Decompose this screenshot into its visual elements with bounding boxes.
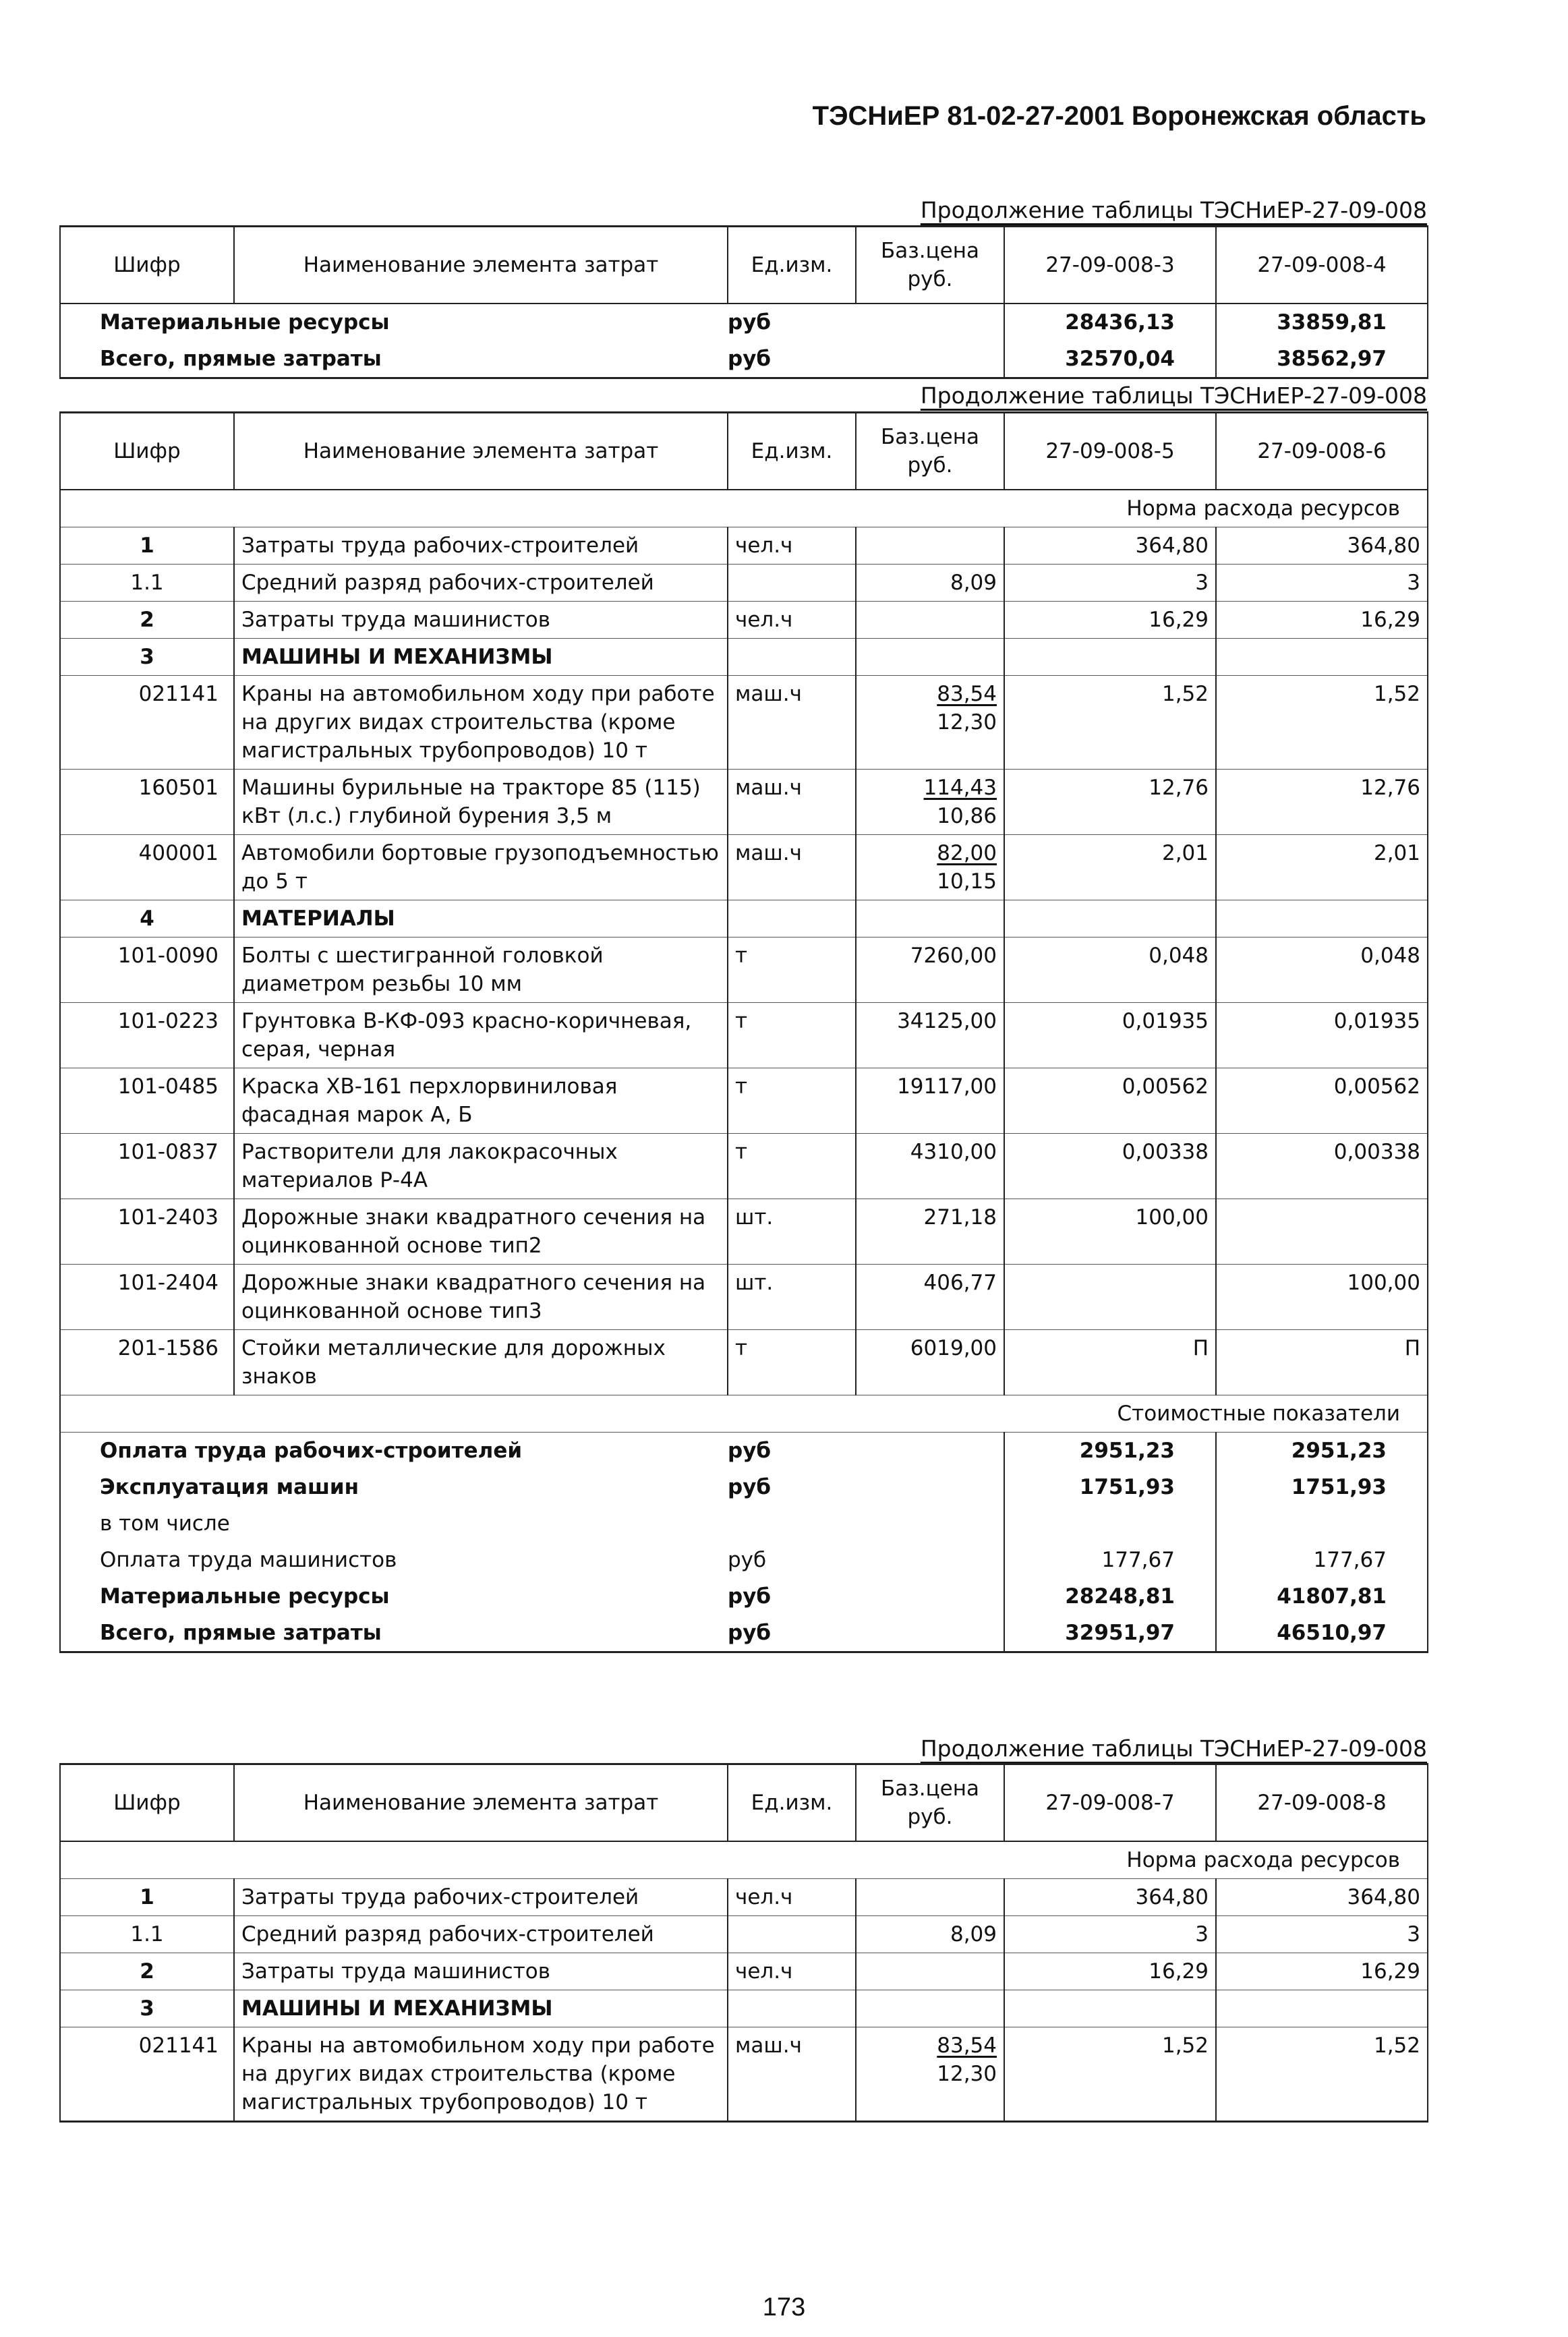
row-value-a: 3 <box>1004 565 1216 602</box>
row-code: 3 <box>60 1990 234 2027</box>
page-header: ТЭСНиЕР 81-02-27-2001 Воронежская область <box>812 101 1426 131</box>
row-name: Краны на автомобильном ходу при работе на других видах строительства (кроме магистральных трубопроводов) 10 т <box>234 676 728 770</box>
row-name: Стойки металлические для дорожных знаков <box>234 1330 728 1395</box>
price-machinist: 12,30 <box>937 2062 997 2086</box>
summary-row <box>60 1615 1428 1652</box>
row-value-a: 12,76 <box>1004 770 1216 835</box>
summary-value-b: 46510,97 <box>1216 1615 1428 1652</box>
row-code: 3 <box>60 639 234 676</box>
row-code: 2 <box>60 1953 234 1990</box>
row-value-b: 0,01935 <box>1216 1003 1428 1068</box>
row-code: 400001 <box>60 835 234 900</box>
table-row <box>60 1953 1428 1990</box>
row-value-b: 0,048 <box>1216 937 1428 1003</box>
table-row <box>60 602 1428 639</box>
row-unit: маш.ч <box>728 2027 856 2122</box>
row-value-a <box>1004 1265 1216 1330</box>
row-value-b: 16,29 <box>1216 602 1428 639</box>
table-row <box>60 639 1428 676</box>
col-name-header: Наименование элемента затрат <box>234 227 728 304</box>
col-code-header: Шифр <box>60 413 234 490</box>
row-price <box>856 527 1004 565</box>
row-value-b <box>1216 639 1428 676</box>
row-code: 101-0837 <box>60 1134 234 1199</box>
table-row <box>60 1330 1428 1395</box>
summary-value-a: 2951,23 <box>1004 1433 1216 1470</box>
row-price: 4310,00 <box>856 1134 1004 1199</box>
row-price: 8,09 <box>856 1916 1004 1953</box>
row-code: 201-1586 <box>60 1330 234 1395</box>
row-name: Затраты труда рабочих-строителей <box>234 527 728 565</box>
row-value-a: 2,01 <box>1004 835 1216 900</box>
summary-row <box>60 1542 1428 1578</box>
row-value-a: 364,80 <box>1004 527 1216 565</box>
summary-value-b <box>1216 1505 1428 1542</box>
table-row <box>60 676 1428 770</box>
price-machinist: 10,15 <box>937 869 997 894</box>
summary-unit <box>728 1505 856 1542</box>
row-value-a: 16,29 <box>1004 602 1216 639</box>
table-row: Материальные ресурсы руб 28436,13 33859,81 <box>60 304 1428 341</box>
row-unit: т <box>728 937 856 1003</box>
row-price <box>856 835 1004 900</box>
row-price: 6019,00 <box>856 1330 1004 1395</box>
row-name: Средний разряд рабочих-строителей <box>234 1916 728 1953</box>
row-unit: т <box>728 1003 856 1068</box>
row-name: Автомобили бортовые грузоподъемностью до 5 т <box>234 835 728 900</box>
row-unit: маш.ч <box>728 770 856 835</box>
row-value-b: 1,52 <box>1216 2027 1428 2122</box>
row-unit <box>728 565 856 602</box>
col-a-header: 27-09-008-7 <box>1004 1764 1216 1842</box>
summary-name: в том числе <box>60 1505 728 1542</box>
row-value-a: 0,01935 <box>1004 1003 1216 1068</box>
row-value-a: 3 <box>1004 1916 1216 1953</box>
table3-caption: Продолжение таблицы ТЭСНиЕР-27-09-008 <box>920 1735 1427 1762</box>
col-unit-header: Ед.изм. <box>728 413 856 490</box>
row-value-a <box>1004 639 1216 676</box>
col-price-header: Баз.цена руб. <box>856 1764 1004 1842</box>
row-code: 101-0223 <box>60 1003 234 1068</box>
row-price <box>856 676 1004 770</box>
row-price <box>856 1990 1004 2027</box>
row-code: 101-2403 <box>60 1199 234 1265</box>
col-b-header: 27-09-008-6 <box>1216 413 1428 490</box>
row-value-b: 16,29 <box>1216 1953 1428 1990</box>
row-value-b: П <box>1216 1330 1428 1395</box>
summary-row <box>60 1578 1428 1615</box>
price-value: 114,43 <box>923 776 997 800</box>
row-name: Дорожные знаки квадратного сечения на оцинкованной основе тип3 <box>234 1265 728 1330</box>
summary-value-a: 1751,93 <box>1004 1469 1216 1505</box>
summary-value-a: 177,67 <box>1004 1542 1216 1578</box>
summary-unit: руб <box>728 1475 772 1499</box>
row-unit: чел.ч <box>728 1953 856 1990</box>
summary-unit: руб <box>728 1433 856 1470</box>
row-unit: чел.ч <box>728 1879 856 1916</box>
col-b-header: 27-09-008-4 <box>1216 227 1428 304</box>
row-value-a <box>1004 1990 1216 2027</box>
summary-name: Всего, прямые затраты <box>60 1615 728 1652</box>
table-row <box>60 1068 1428 1134</box>
row-price <box>856 1953 1004 1990</box>
row-unit: т <box>728 1330 856 1395</box>
row-unit <box>728 1990 856 2027</box>
row-name: Затраты труда рабочих-строителей <box>234 1879 728 1916</box>
row-price: 34125,00 <box>856 1003 1004 1068</box>
summary-unit: руб <box>728 1621 772 1645</box>
table-row <box>60 527 1428 565</box>
row-code: 101-0485 <box>60 1068 234 1134</box>
price-value: 82,00 <box>937 841 997 865</box>
row-value-b <box>1216 1990 1428 2027</box>
row-value-a: 16,29 <box>1004 1953 1216 1990</box>
row-price <box>856 602 1004 639</box>
row-value-a: 0,00562 <box>1004 1068 1216 1134</box>
section-title-cost: Стоимостные показатели <box>60 1395 1428 1433</box>
row-unit: т <box>728 1068 856 1134</box>
row-code: 1.1 <box>60 565 234 602</box>
row-value-a: 0,048 <box>1004 937 1216 1003</box>
row-value-b <box>1216 900 1428 937</box>
table-row <box>60 1916 1428 1953</box>
row-value-a <box>1004 900 1216 937</box>
row-name: Краска ХВ-161 перхлорвиниловая фасадная марок А, Б <box>234 1068 728 1134</box>
summary-name: Оплата труда рабочих-строителей <box>60 1433 728 1470</box>
col-code-header: Шифр <box>60 227 234 304</box>
row-unit: шт. <box>728 1265 856 1330</box>
table1-caption: Продолжение таблицы ТЭСНиЕР-27-09-008 <box>920 197 1427 223</box>
table3 <box>59 1763 1428 2123</box>
table1 <box>59 225 1428 379</box>
table-row <box>60 835 1428 900</box>
summary-name: Оплата труда машинистов <box>60 1542 728 1578</box>
section-title-norms: Норма расхода ресурсов <box>60 1841 1428 1879</box>
row-price: 7260,00 <box>856 937 1004 1003</box>
table-row <box>60 900 1428 937</box>
row-code: 101-2404 <box>60 1265 234 1330</box>
section-row <box>60 1395 1428 1433</box>
price-machinist: 12,30 <box>937 710 997 734</box>
row-value-b: 364,80 <box>1216 1879 1428 1916</box>
row-value-a: П <box>1004 1330 1216 1395</box>
price-machinist: 10,86 <box>937 804 997 828</box>
section-row <box>60 490 1428 527</box>
summary-name: Материальные ресурсы <box>60 1578 728 1615</box>
table-row: Всего, прямые затраты руб 32570,04 38562,97 <box>60 341 1428 378</box>
table-row <box>60 770 1428 835</box>
row-value-b <box>1216 1199 1428 1265</box>
page-number: 173 <box>762 2293 806 2321</box>
row-unit: шт. <box>728 1199 856 1265</box>
summary-name: Эксплуатация машин <box>60 1469 728 1505</box>
row-name: Дорожные знаки квадратного сечения на оцинкованной основе тип2 <box>234 1199 728 1265</box>
row-value-b: 3 <box>1216 1916 1428 1953</box>
row-price: 19117,00 <box>856 1068 1004 1134</box>
table-row <box>60 1134 1428 1199</box>
row-unit: маш.ч <box>728 835 856 900</box>
row-name: МАТЕРИАЛЫ <box>234 900 728 937</box>
row-price <box>856 1879 1004 1916</box>
row-unit: чел.ч <box>728 527 856 565</box>
row-code: 021141 <box>60 676 234 770</box>
summary-value-a: 32951,97 <box>1004 1615 1216 1652</box>
table-row <box>60 2027 1428 2122</box>
row-value-b: 100,00 <box>1216 1265 1428 1330</box>
row-value-b: 12,76 <box>1216 770 1428 835</box>
row-value-a: 1,52 <box>1004 2027 1216 2122</box>
col-price-header: Баз.цена руб. <box>856 227 1004 304</box>
row-value-a: 100,00 <box>1004 1199 1216 1265</box>
summary-unit: руб <box>728 1548 767 1572</box>
row-price: 8,09 <box>856 565 1004 602</box>
table-row <box>60 565 1428 602</box>
col-code-header: Шифр <box>60 1764 234 1842</box>
row-unit: чел.ч <box>728 602 856 639</box>
section-title-norms: Норма расхода ресурсов <box>60 490 1428 527</box>
price-value: 83,54 <box>937 682 997 706</box>
section-row <box>60 1841 1428 1879</box>
row-value-a: 1,52 <box>1004 676 1216 770</box>
col-a-header: 27-09-008-5 <box>1004 413 1216 490</box>
col-unit-header: Ед.изм. <box>728 1764 856 1842</box>
row-code: 4 <box>60 900 234 937</box>
row-value-a: 0,00338 <box>1004 1134 1216 1199</box>
summary-row <box>60 1469 1428 1505</box>
summary-row <box>60 1433 1428 1470</box>
summary-value-b: 2951,23 <box>1216 1433 1428 1470</box>
row-name: Растворители для лакокрасочных материалов Р-4А <box>234 1134 728 1199</box>
summary-value-b: 41807,81 <box>1216 1578 1428 1615</box>
summary-value-a <box>1004 1505 1216 1542</box>
row-unit <box>728 639 856 676</box>
summary-value-a: 28248,81 <box>1004 1578 1216 1615</box>
row-value-b: 364,80 <box>1216 527 1428 565</box>
row-code: 101-0090 <box>60 937 234 1003</box>
row-unit: т <box>728 1134 856 1199</box>
col-a-header: 27-09-008-3 <box>1004 227 1216 304</box>
table2 <box>59 411 1428 1653</box>
table-row <box>60 1990 1428 2027</box>
row-code: 1 <box>60 1879 234 1916</box>
row-unit <box>728 1916 856 1953</box>
row-price <box>856 2027 1004 2122</box>
table-row <box>60 1879 1428 1916</box>
row-name: Грунтовка В-КФ-093 красно-коричневая, серая, черная <box>234 1003 728 1068</box>
summary-value-b: 177,67 <box>1216 1542 1428 1578</box>
row-value-b: 0,00338 <box>1216 1134 1428 1199</box>
row-price <box>856 639 1004 676</box>
row-name: Болты с шестигранной головкой диаметром резьбы 10 мм <box>234 937 728 1003</box>
row-name: Средний разряд рабочих-строителей <box>234 565 728 602</box>
table-row <box>60 1199 1428 1265</box>
row-price: 406,77 <box>856 1265 1004 1330</box>
col-name-header: Наименование элемента затрат <box>234 413 728 490</box>
row-name: Краны на автомобильном ходу при работе на других видах строительства (кроме магистральных трубопроводов) 10 т <box>234 2027 728 2122</box>
row-value-b: 3 <box>1216 565 1428 602</box>
row-unit <box>728 900 856 937</box>
row-code: 1.1 <box>60 1916 234 1953</box>
row-code: 021141 <box>60 2027 234 2122</box>
row-name: Машины бурильные на тракторе 85 (115) кВт (л.с.) глубиной бурения 3,5 м <box>234 770 728 835</box>
row-name: Затраты труда машинистов <box>234 602 728 639</box>
col-name-header: Наименование элемента затрат <box>234 1764 728 1842</box>
row-price <box>856 770 1004 835</box>
col-price-header: Баз.цена руб. <box>856 413 1004 490</box>
row-price <box>856 900 1004 937</box>
row-value-b: 2,01 <box>1216 835 1428 900</box>
table-row <box>60 1265 1428 1330</box>
col-unit-header: Ед.изм. <box>728 227 856 304</box>
row-name: МАШИНЫ И МЕХАНИЗМЫ <box>234 639 728 676</box>
row-value-b: 0,00562 <box>1216 1068 1428 1134</box>
summary-unit: руб <box>728 1584 772 1609</box>
summary-row <box>60 1505 1428 1542</box>
summary-value-b: 1751,93 <box>1216 1469 1428 1505</box>
row-code: 2 <box>60 602 234 639</box>
table-row <box>60 937 1428 1003</box>
row-name: Затраты труда машинистов <box>234 1953 728 1990</box>
table-row <box>60 1003 1428 1068</box>
row-unit: маш.ч <box>728 676 856 770</box>
price-value: 83,54 <box>937 2033 997 2058</box>
row-value-b: 1,52 <box>1216 676 1428 770</box>
row-value-a: 364,80 <box>1004 1879 1216 1916</box>
row-name: МАШИНЫ И МЕХАНИЗМЫ <box>234 1990 728 2027</box>
row-price: 271,18 <box>856 1199 1004 1265</box>
row-code: 1 <box>60 527 234 565</box>
row-code: 160501 <box>60 770 234 835</box>
table2-caption: Продолжение таблицы ТЭСНиЕР-27-09-008 <box>920 382 1427 409</box>
col-b-header: 27-09-008-8 <box>1216 1764 1428 1842</box>
